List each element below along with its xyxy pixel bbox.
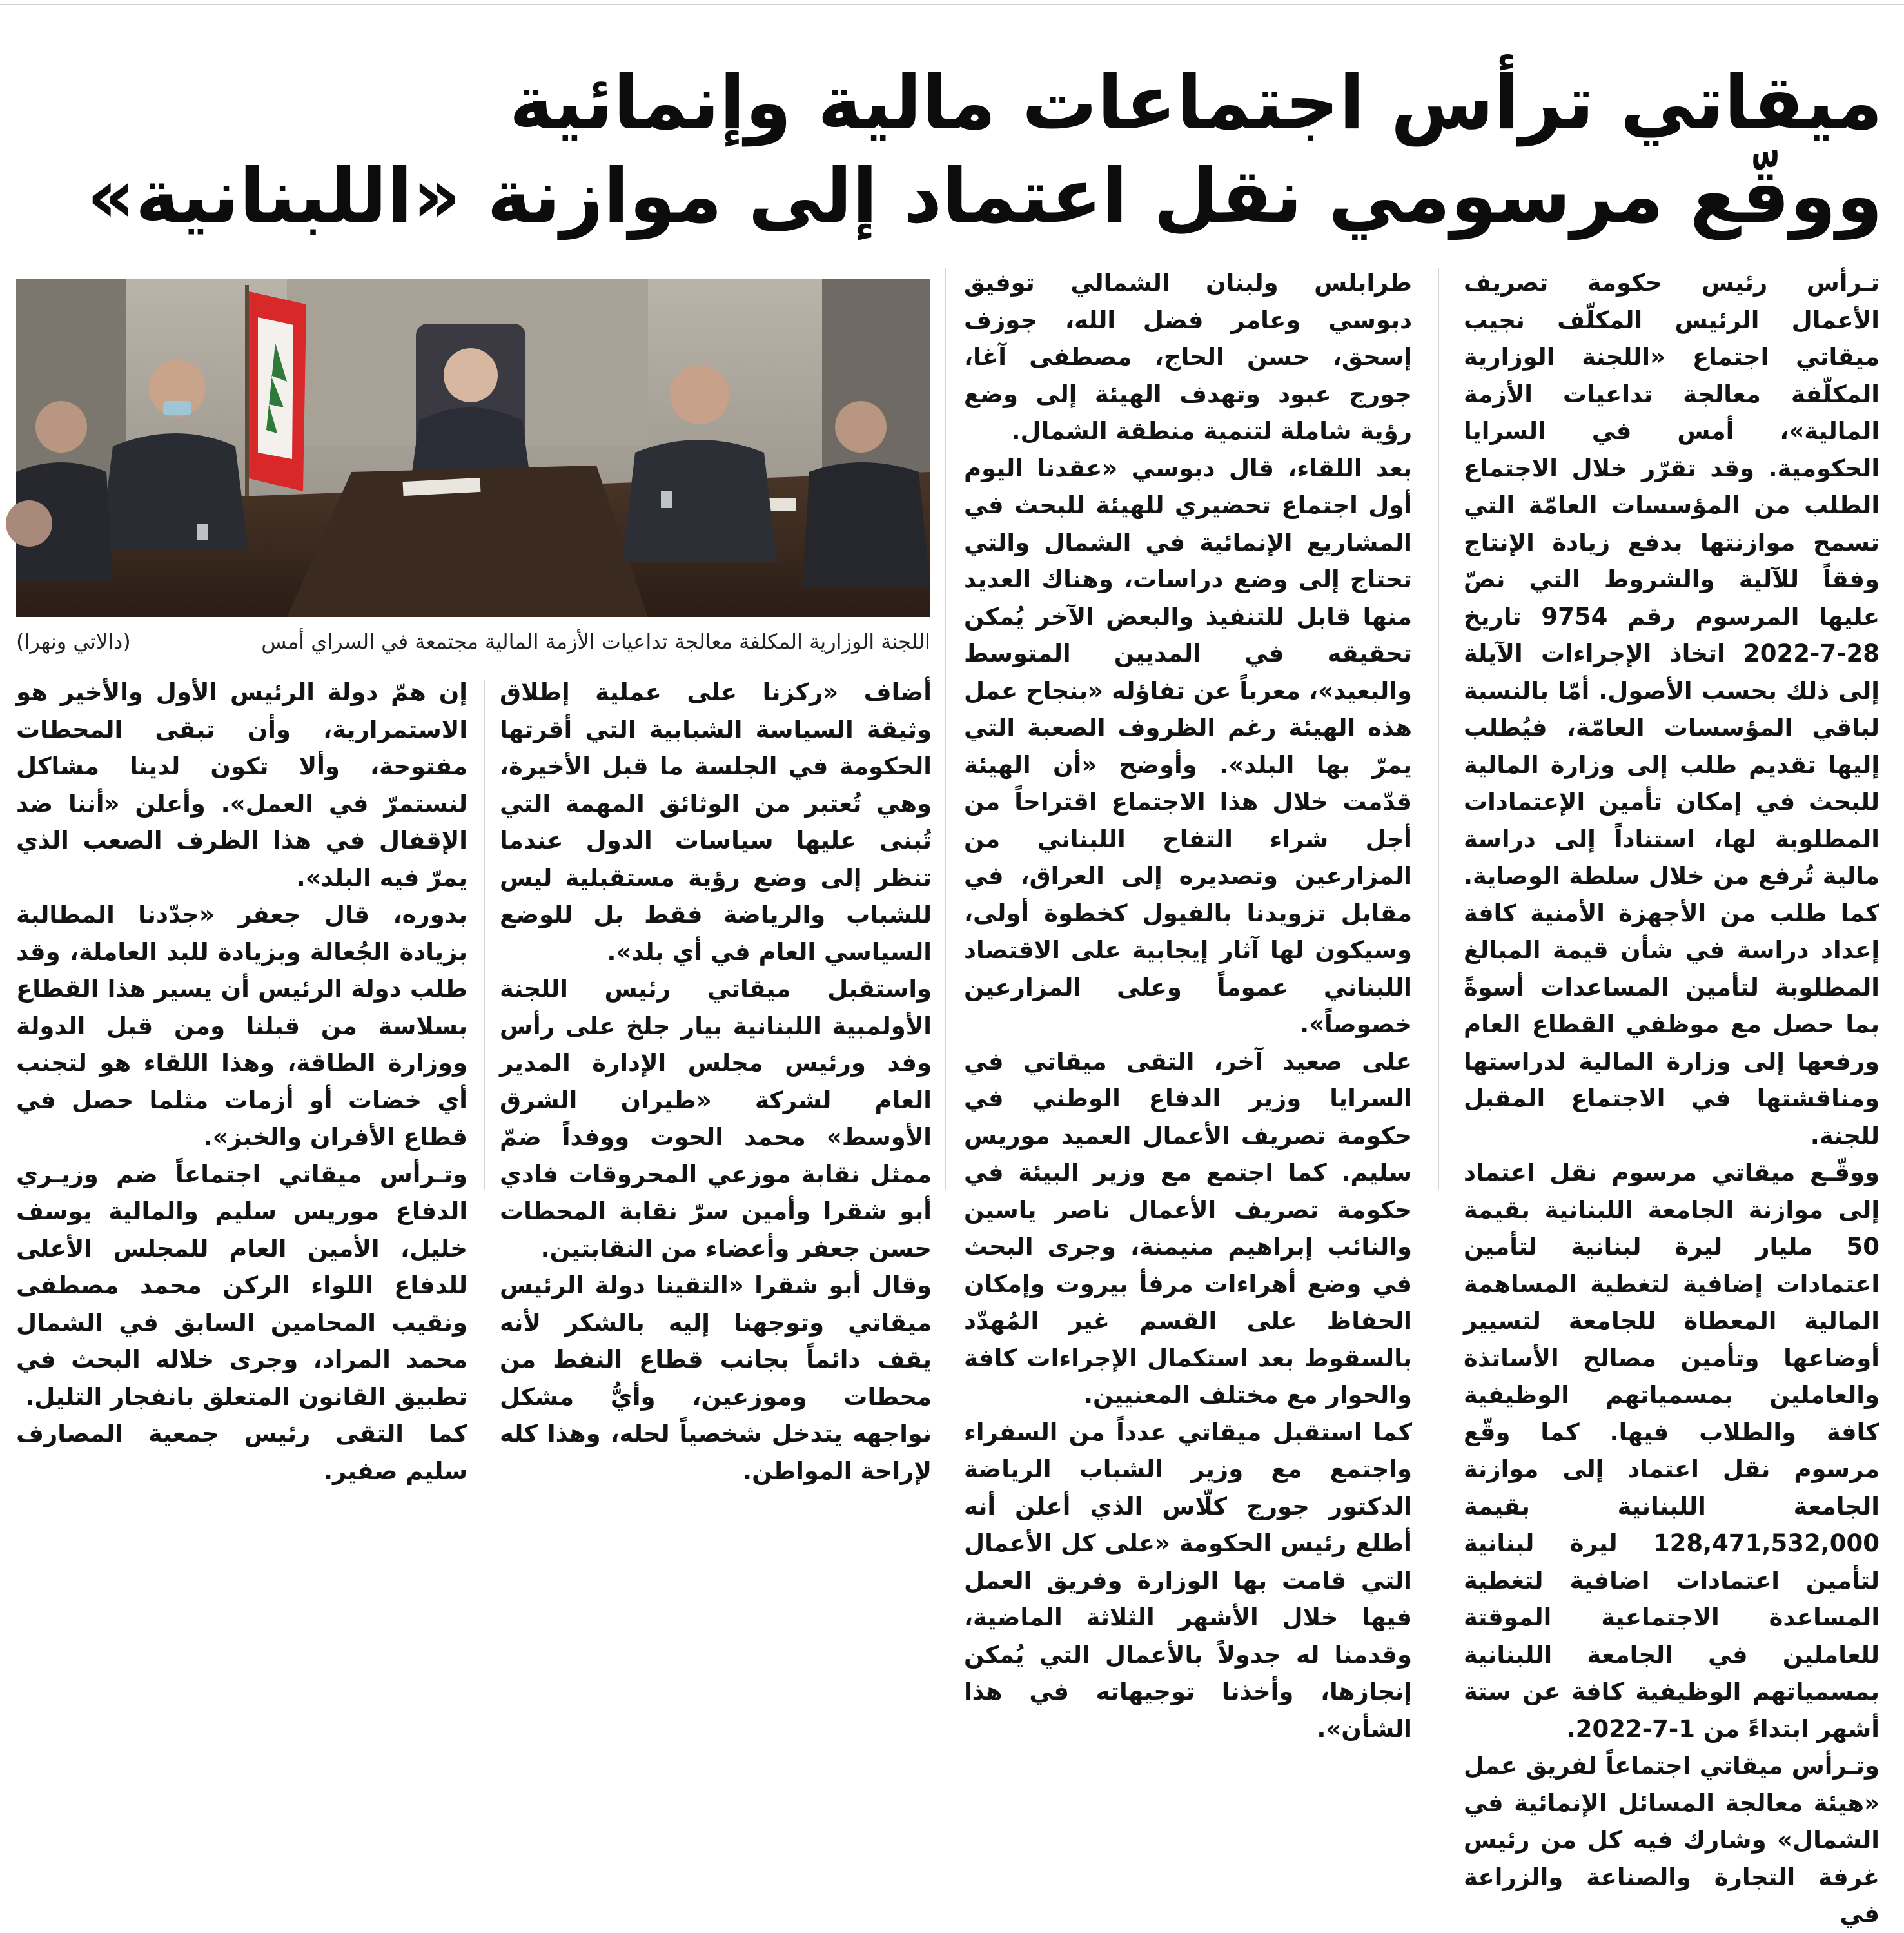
top-border <box>0 4 1904 5</box>
paragraph: وتـرأس ميقاتي اجتماعاً ضم وزيـري الدفاع موريس سليم والمالية يوسف خليل، الأمين العام للمجلس الأعلى للدفاع اللواء الركن محمد مصطفى ونقيب المحامين السابق في الشمال محمد المراد، وجرى خلاله البحث في تطبيق القانون المتعلق بانفجار التليل. <box>16 1160 467 1411</box>
article-column-2 <box>964 264 1412 1743</box>
paragraph: بدوره، قال جعفر «جدّدنا المطالبة بزيادة الجُعالة وبزيادة للبد العاملة، وقد طلب دولة الرئيس أن يسير هذا القطاع بسلاسة من قبلنا ومن قبل الدولة ووزارة الطاقة، وهذا اللقاء هو لتجنب أي خضات أو أزمات مثلما حصل في قطاع الأفران والخبز». <box>16 901 467 1151</box>
paragraph: طرابلس ولبنان الشمالي توفيق دبوسي وعامر فضل الله، جوزف إسحق، حسن الحاج، مصطفى آغا، جورج عبود وتهدف الهيئة إلى وضع رؤية شاملة لتنمية منطقة الشمال. <box>964 269 1412 445</box>
paragraph: ووقّـع ميقاتي مرسوم نقل اعتماد إلى موازنة الجامعة اللبنانية بقيمة 50 مليار ليرة لبنانية لتأمين اعتمادات إضافية لتغطية المساهمة المالية المعطاة للجامعة لتسيير أوضاعها وتأمين مصالح الأساتذة والعاملين بمسمياتهم الوظيفية كافة والطلاب فيها. كما وقّع مرسوم نقل اعتماد إلى موازنة الجامعة اللبنانية بقيمة 128,471,532,000 ليرة لبنانية لتأمين اعتمادات اضافية لتغطية المساعدة الاجتماعية الموقتة للعاملين في الجامعة اللبنانية بمسمياتهم الوظيفية كافة عن ستة أشهر ابتداءً من 1-7-2022. <box>1464 1159 1879 1743</box>
paragraph: وتـرأس ميقاتي اجتماعاً لفريق عمل «هيئة معالجة المسائل الإنمائية في الشمال» وشارك فيه كل من رئيس غرفة التجارة والصناعة والزراعة في <box>1464 1752 1879 1928</box>
meeting-photo <box>16 279 930 617</box>
article-column-4 <box>16 674 467 1485</box>
paragraph: كما استقبل ميقاتي عدداً من السفراء واجتمع مع وزير الشباب الرياضة الدكتور جورج كلّاس الذي أعلن أنه أطلع رئيس الحكومة «على كل الأعمال التي قامت بها الوزارة وفريق العمل فيها خلال الأشهر الثلاثة الماضية، وقدمنا له جدولاً بالأعمال التي يُمكن إنجازها، وأخذنا توجيهاته في هذا الشأن». <box>964 1418 1412 1743</box>
photo-credit: (دالاتي ونهرا) <box>16 629 131 654</box>
article-column-3 <box>500 674 932 1485</box>
article-column-1 <box>1464 264 1879 1928</box>
paragraph: على صعيد آخر، التقى ميقاتي في السرايا وزير الدفاع الوطني في حكومة تصريف الأعمال العميد موريس سليم. كما اجتمع مع وزير البيئة في حكومة تصريف الأعمال ناصر ياسين والنائب إبراهيم منيمنة، وجرى البحث في وضع أهراءات مرفأ بيروت وإمكان الحفاظ على القسم غير المُهدّد بالسقوط بعد استكمال الإجراءات كافة والحوار مع مختلف المعنيين. <box>964 1047 1412 1409</box>
paragraph: كما التقى رئيس جمعية المصارف سليم صفير. <box>16 1420 467 1485</box>
column-divider <box>1438 268 1439 1190</box>
paragraph: أضاف «ركزنا على عملية إطلاق وثيقة السياسة الشبابية التي أقرتها الحكومة في الجلسة ما قبل الأخيرة، وهي تُعتبر من الوثائق المهمة التي تُبنى عليها سياسات الدول عندما تنظر إلى وضع رؤية مستقبلية ليس للشباب والرياضة فقط بل للوضع السياسي العام في أي بلد». <box>500 678 932 966</box>
paragraph: تـرأس رئيس حكومة تصريف الأعمال الرئيس المكلّف نجيب ميقاتي اجتماع «اللجنة الوزارية المكلّفة معالجة تداعيات الأزمة المالية»، أمس في السرايا الحكومية. وقد تقرّر خلال الاجتماع الطلب من المؤسسات العامّة التي تسمح موازنتها بدفع زيادة الإنتاج وفقاً للآلية والشروط التي نصّ عليها المرسوم رقم 9754 تاريخ 28-7-2022 اتخاذ الإجراءات الآيلة إلى ذلك بحسب الأصول. أمّا بالنسبة لباقي المؤسسات العامّة، فيُطلب إليها تقديم طلب إلى وزارة المالية للبحث في إمكان تأمين الإعتمادات المطلوبة لها، استناداً إلى دراسة مالية تُرفع من خلال سلطة الوصاية. كما طلب من الأجهزة الأمنية كافة إعداد دراسة في شأن قيمة المبالغ المطلوبة لتأمين المساعدات أسوةً بما حصل مع موظفي القطاع العام ورفعها إلى وزارة المالية لدراستها ومناقشتها في الاجتماع المقبل للجنة. <box>1464 269 1879 1150</box>
paragraph: بعد اللقاء، قال دبوسي «عقدنا اليوم أول اجتماع تحضيري للهيئة للبحث في المشاريع الإنمائية في الشمال والتي تحتاج إلى وضع دراسات، وهناك العديد منها قابل للتنفيذ والبعض الآخر يُمكن تحقيقه في المديين المتوسط والبعيد»، معرباً عن تفاؤله «بنجاح عمل هذه الهيئة رغم الظروف الصعبة التي يمرّ بها البلد». وأوضح «أن الهيئة قدّمت خلال هذا الاجتماع اقتراحاً من أجل شراء التفاح اللبناني من المزارعين وتصديره إلى العراق، في مقابل تزويدنا بالفيول كخطوة أولى، وسيكون لها آثار إيجابية على الاقتصاد اللبناني عموماً وعلى المزارعين خصوصاً». <box>964 454 1412 1038</box>
headline-line-1: ميقاتي ترأس اجتماعات مالية وإنمائية <box>509 59 1883 146</box>
paragraph: إن همّ دولة الرئيس الأول والأخير هو الاستمرارية، وأن تبقى المحطات مفتوحة، وألا تكون لدينا مشاكل لنستمرّ في العمل». وأعلن «أننا ضد الإقفال في هذا الظرف الصعب الذي يمرّ فيه البلد». <box>16 678 467 892</box>
photo-caption-row <box>16 629 930 662</box>
photo-caption: اللجنة الوزارية المكلفة معالجة تداعيات الأزمة المالية مجتمعة في السراي أمس <box>261 629 930 654</box>
paragraph: وقال أبو شقرا «التقينا دولة الرئيس ميقاتي وتوجهنا إليه بالشكر لأنه يقف دائماً بجانب قطاع النفط من محطات وموزعين، وأيُّ مشكل نواجهه يتدخل شخصياً لحله، وهذا كله لإراحة المواطن. <box>500 1271 932 1485</box>
paragraph: واستقبل ميقاتي رئيس اللجنة الأولمبية اللبنانية بيار جلخ على رأس وفد ورئيس مجلس الإدارة المدير العام لشركة «طيران الشرق الأوسط» محمد الحوت ووفداً ضمّ ممثل نقابة موزعي المحروقات فادي أبو شقرا وأمين سرّ نقابة المحطات حسن جعفر وأعضاء من النقابتين. <box>500 975 932 1262</box>
column-divider <box>945 268 946 1190</box>
column-divider <box>484 680 485 1190</box>
headline-line-2: ووقّع مرسومي نقل اعتماد إلى موازنة «اللبنانية» <box>86 153 1883 240</box>
